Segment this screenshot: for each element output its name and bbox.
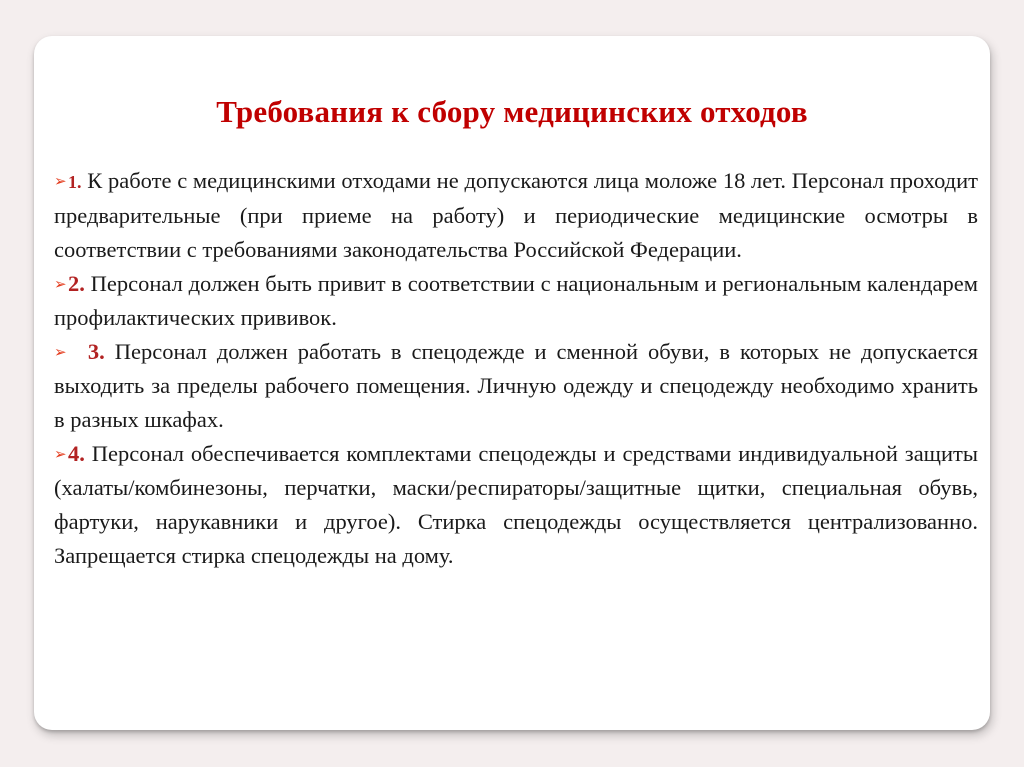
list-item-1 (54, 164, 978, 267)
arrow-bullet-icon: ➢ (54, 343, 67, 361)
arrow-bullet-icon: ➢ (54, 172, 67, 190)
slide-title: Требования к сбору медицинских отходов (216, 94, 808, 129)
requirements-list (54, 164, 978, 573)
item-text: Персонал должен быть привит в соответствии с национальным и региональным календарем профилактических прививок. (54, 271, 978, 330)
list-item-4 (54, 437, 978, 573)
arrow-bullet-icon: ➢ (54, 445, 67, 463)
item-text: Персонал обеспечивается комплектами спецодежды и средствами индивидуальной защиты (халаты/комбинезоны, перчатки, маски/респираторы/защитные щитки, специальная обувь, фартуки, нарукавники и другое). Стирка спецодежды осуществляется централизованно. Запрещается стирка спецодежды на дому. (54, 441, 978, 568)
list-item-3 (54, 335, 978, 437)
arrow-bullet-icon: ➢ (54, 275, 67, 293)
list-item-2 (54, 267, 978, 335)
item-number: 2. (68, 271, 85, 296)
item-number: 4. (68, 441, 85, 466)
item-text: Персонал должен работать в спецодежде и сменной обуви, в которых не допускается выходить за пределы рабочего помещения. Личную одежду и спецодежду необходимо хранить в разных шкафах. (54, 339, 978, 432)
slide-card (34, 36, 990, 730)
item-number: 1. (68, 172, 82, 192)
item-number: 3. (87, 339, 105, 364)
item-text: К работе с медицинскими отходами не допускаются лица моложе 18 лет. Персонал проходит предварительные (при приеме на работу) и периодические медицинские осмотры в соответствии с требованиями законодательства Российской Федерации. (54, 168, 978, 262)
